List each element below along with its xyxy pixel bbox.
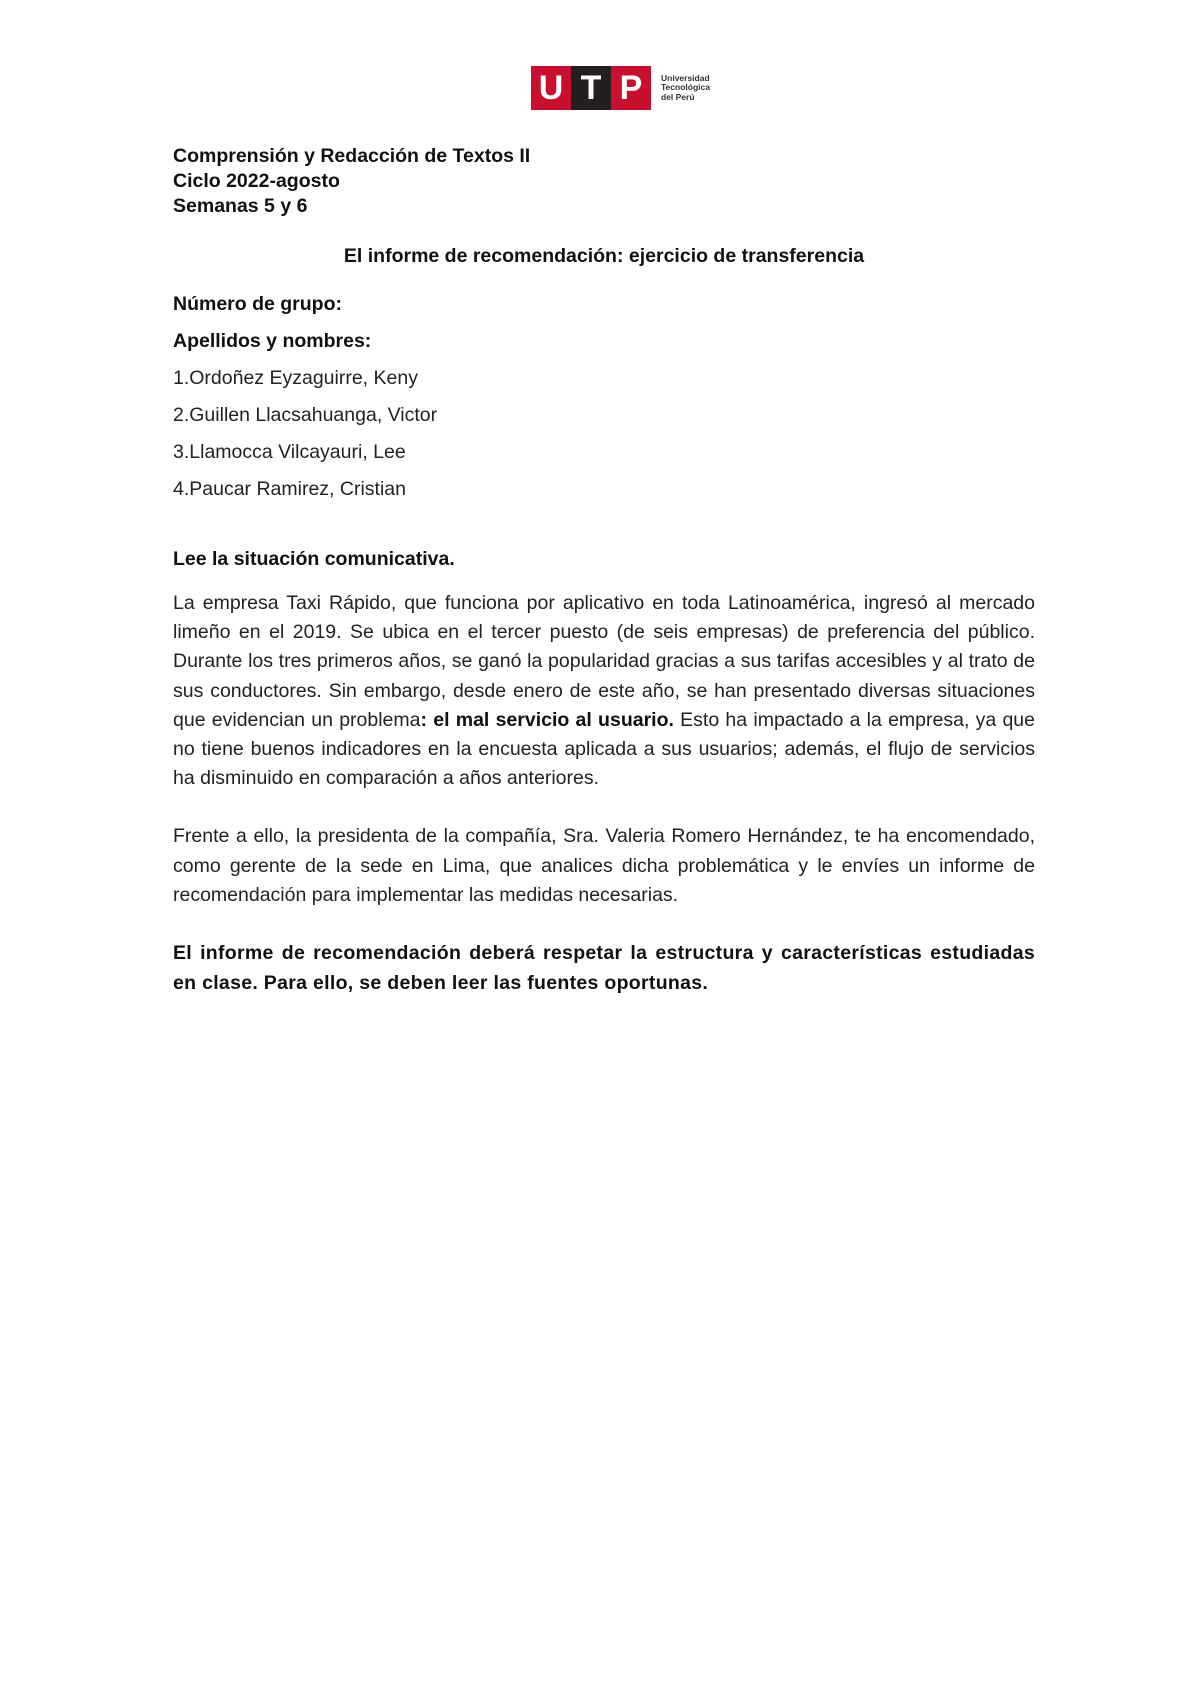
document-body [173, 144, 1035, 998]
highlighted-problem: : el mal servicio al usuario. [420, 708, 674, 731]
paragraph-text: Esto ha impactado a la empresa, ya que no tiene buenos indicadores en la encuesta aplicada a sus usuarios; además, el flujo de servicios ha disminuido en comparación a años anteriores. [173, 708, 1035, 790]
assignment-paragraph: Frente a ello, la presidenta de la compañía, Sra. Valeria Romero Hernández, te ha encomendado, como gerente de la sede en Lima, que analices dicha problemática y le envíes un informe de recomendación para implementar las medidas necesarias. [173, 825, 1035, 906]
member-item: 1.Ordoñez Eyzaguirre, Keny [173, 367, 418, 389]
instruction-heading: Lee la situación comunicativa. [173, 548, 455, 570]
logo-letter-p: P [611, 66, 651, 110]
logo-text-line: Universidad [661, 72, 710, 83]
weeks-label: Semanas 5 y 6 [173, 195, 308, 217]
paragraph-text: La empresa Taxi Rápido, que funciona por aplicativo en toda Latinoamérica, ingresó al mercado limeño en el 2019. Se ubica en el tercer puesto (de seis empresas) de preferencia del público. Durante los tres primeros años, se ganó la popularidad gracias a sus tarifas accesibles y al trato de sus conductores. Sin embargo, desde enero de este año, se han presentado diversas situaciones que evidencian un problema [173, 592, 1035, 731]
course-name: Comprensión y Redacción de Textos II [173, 145, 531, 167]
member-item: 2.Guillen Llacsahuanga, Victor [173, 404, 438, 426]
logo-letter-u: U [531, 66, 571, 110]
logo-text-line: del Perú [661, 91, 695, 102]
document-title: El informe de recomendación: ejercicio de transferencia [343, 245, 865, 267]
logo-wordmark [661, 74, 710, 103]
cycle-label: Ciclo 2022-agosto [173, 170, 340, 192]
logo-letter-boxes [531, 66, 651, 110]
situation-paragraph [173, 589, 1035, 793]
utp-logo [531, 66, 710, 110]
names-label: Apellidos y nombres: [173, 330, 372, 352]
member-item: 4.Paucar Ramirez, Cristian [173, 478, 406, 500]
logo-letter-t: T [571, 66, 611, 110]
group-number-label: Número de grupo: [173, 293, 342, 315]
member-item: 3.Llamocca Vilcayauri, Lee [173, 441, 406, 463]
closing-instruction: El informe de recomendación deberá respetar la estructura y características estudiadas en clase. Para ello, se deben leer las fuentes oportunas. [173, 942, 1035, 994]
logo-text-line: Tecnológica [661, 82, 710, 93]
